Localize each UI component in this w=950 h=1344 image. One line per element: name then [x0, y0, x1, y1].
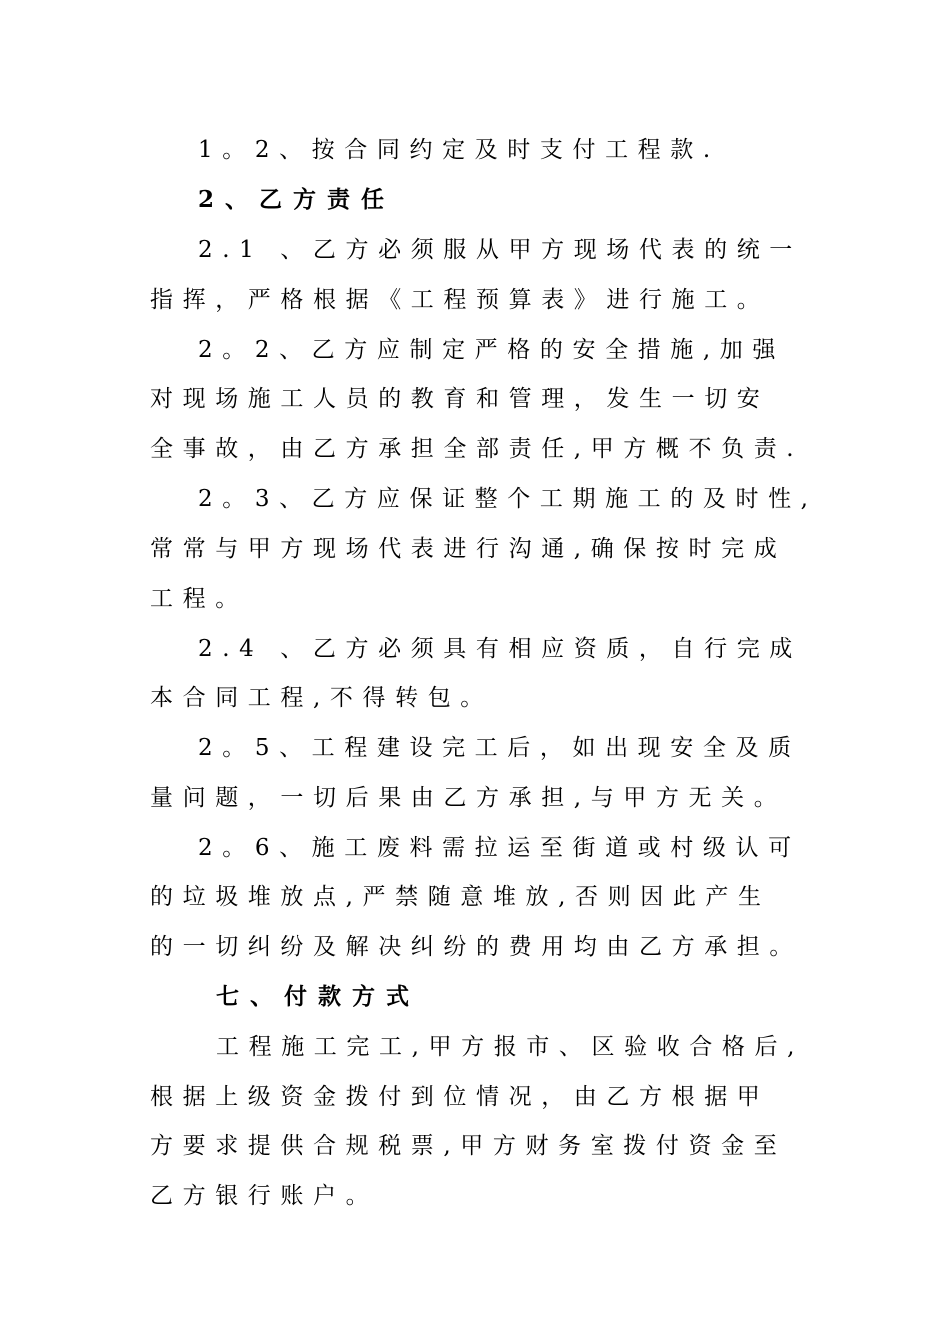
payment-paragraph-line-3: 方要求提供合规税票,甲方财务室拨付资金至	[150, 1133, 787, 1159]
paragraph-2-6-line-2: 的垃圾堆放点,严禁随意堆放,否则因此产生	[150, 884, 771, 910]
paragraph-2-1-line-2: 指挥，严格根据《工程预算表》进行施工。	[150, 287, 770, 313]
payment-paragraph-line-1: 工程施工完工,甲方报市、区验收合格后,	[216, 1034, 805, 1060]
paragraph-2-4-line-1: 2.4 、乙方必须具有相应资质，自行完成	[198, 636, 802, 662]
paragraph-2-5-line-2: 量问题，一切后果由乙方承担,与甲方无关。	[150, 785, 787, 811]
paragraph-2-1-line-1: 2.1 、乙方必须服从甲方现场代表的统一	[198, 237, 802, 263]
section-heading-2: 2、乙方责任	[198, 186, 396, 213]
payment-paragraph-line-2: 根据上级资金拨付到位情况，由乙方根据甲	[150, 1084, 770, 1110]
paragraph-2-6-line-3: 的一切纠纷及解决纠纷的费用均由乙方承担。	[150, 934, 802, 960]
paragraph-2-5-line-1: 2。5、工程建设完工后，如出现安全及质	[198, 735, 801, 761]
payment-paragraph-line-4: 乙方银行账户。	[150, 1183, 379, 1209]
paragraph-2-2-line-3: 全事故，由乙方承担全部责任,甲方概不负责.	[150, 436, 804, 462]
section-heading-7: 七、付款方式	[216, 983, 420, 1010]
paragraph-2-2-line-2: 对现场施工人员的教育和管理，发生一切安	[150, 386, 770, 412]
paragraph-2-3-line-2: 常常与甲方现场代表进行沟通,确保按时完成	[150, 536, 787, 562]
paragraph-1-2: 1。2、按合同约定及时支付工程款.	[198, 137, 720, 163]
paragraph-2-2-line-1: 2。2、乙方应制定严格的安全措施,加强	[198, 337, 785, 363]
paragraph-2-6-line-1: 2。6、施工废料需拉运至街道或村级认可	[198, 835, 801, 861]
paragraph-2-3-line-3: 工程。	[150, 586, 248, 612]
paragraph-2-3-line-1: 2。3、乙方应保证整个工期施工的及时性,	[198, 486, 818, 512]
paragraph-2-4-line-2: 本合同工程,不得转包。	[150, 685, 493, 711]
